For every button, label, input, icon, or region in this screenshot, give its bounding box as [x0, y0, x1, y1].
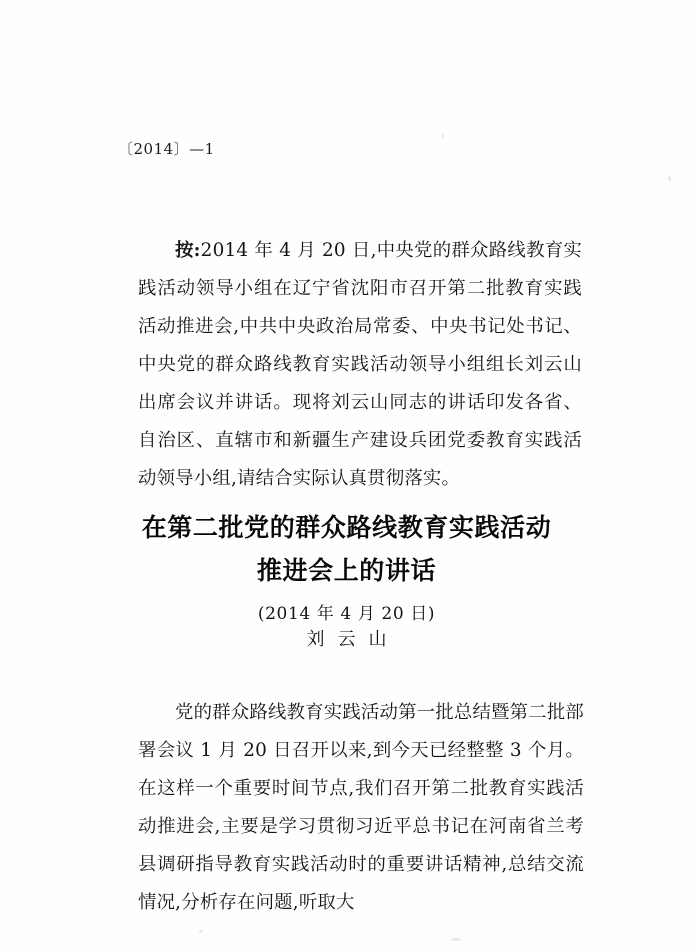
title-line-2: 推进会上的讲话	[256, 556, 437, 585]
author-name: 刘云山	[306, 629, 400, 650]
body-paragraph-1: 党的群众路线教育实践活动第一批总结暨第二批部署会议 1 月 20 日召开以来,到今天已经整整 3 个月。在这样一个重要时间节点,我们召开第二批教育实践活动推进会,主要是学习贯彻习近平总书记在河南省兰考县调研指导教育实践活动时的重要讲话精神,总结交流情况,分析存在问题,听取大	[138, 702, 584, 914]
editors-note-block	[138, 214, 582, 517]
editors-note-text: 2014 年 4 月 20 日,中央党的群众路线教育实践活动领导小组在辽宁省沈阳市召开第二批教育实践活动推进会,中共中央政治局常委、中央书记处书记、中央党的群众路线教育实践活动领导小组组长刘云山出席会议并讲话。现将刘云山同志的讲话印发各省、自治区、直辖市和新疆生产建设兵团党委教育实践活动领导小组,请结合实际认真贯彻落实。	[138, 240, 582, 490]
title-line-1: 在第二批党的群众路线教育实践活动	[141, 513, 552, 542]
speech-date: (2014 年 4 月 20 日)	[257, 604, 436, 624]
body-text-block	[138, 676, 584, 941]
editors-note-paragraph	[138, 232, 582, 498]
document-number: 〔2014〕—1	[118, 140, 215, 158]
scan-speckle	[442, 133, 444, 139]
document-title	[0, 506, 693, 592]
scan-speckle	[668, 176, 671, 181]
editors-note-label: 按:	[175, 240, 201, 262]
